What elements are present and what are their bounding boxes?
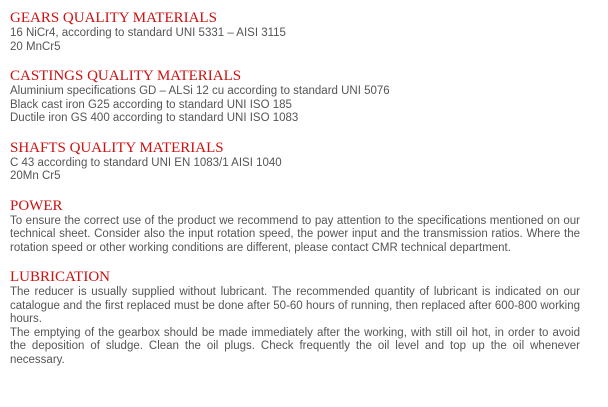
section-heading: GEARS QUALITY MATERIALS bbox=[10, 10, 217, 26]
document-body bbox=[10, 10, 580, 381]
paragraph: The reducer is usually supplied without lubricant. The recommended quantity of lubricant is indicated on our catalogue and the first replaced must be done after 50-60 hours of running, then replaced after 600-800 working hours. bbox=[10, 286, 580, 325]
text-line: Ductile iron GS 400 according to standard UNI ISO 1083 bbox=[10, 112, 299, 124]
section-gears-quality-materials bbox=[10, 10, 580, 54]
section-lubrication bbox=[10, 269, 580, 367]
section-heading: LUBRICATION bbox=[10, 269, 110, 285]
paragraph: To ensure the correct use of the product we recommend to pay attention to the specifications mentioned on our technical sheet. Consider also the input rotation speed, the power input and the transmission ratios. Where the rotation speed or other working conditions are different, please contact CMR technical department. bbox=[10, 214, 580, 254]
section-power bbox=[10, 198, 580, 256]
text-line: 16 NiCr4, according to standard UNI 5331 – AISI 3115 bbox=[10, 27, 286, 39]
text-line: Black cast iron G25 according to standard UNI ISO 185 bbox=[10, 98, 292, 111]
section-shafts-quality-materials bbox=[10, 140, 580, 184]
text-line: 20 MnCr5 bbox=[10, 40, 61, 53]
text-line: C 43 according to standard UNI EN 1083/1 AISI 1040 bbox=[10, 156, 282, 169]
section-heading: POWER bbox=[10, 197, 63, 214]
section-castings-quality-materials bbox=[10, 68, 580, 126]
section-heading: SHAFTS QUALITY MATERIALS bbox=[10, 139, 224, 156]
text-line: Aluminium specifications GD – ALSi 12 cu according to standard UNI 5076 bbox=[10, 85, 390, 97]
paragraph: The emptying of the gearbox should be made immediately after the working, with still oil hot, in order to avoid the deposition of sludge. Clean the oil plugs. Check frequently the oil level and top up the oil whenever necessary. bbox=[10, 326, 580, 366]
section-heading: CASTINGS QUALITY MATERIALS bbox=[10, 68, 242, 84]
text-line: 20Mn Cr5 bbox=[10, 170, 61, 182]
